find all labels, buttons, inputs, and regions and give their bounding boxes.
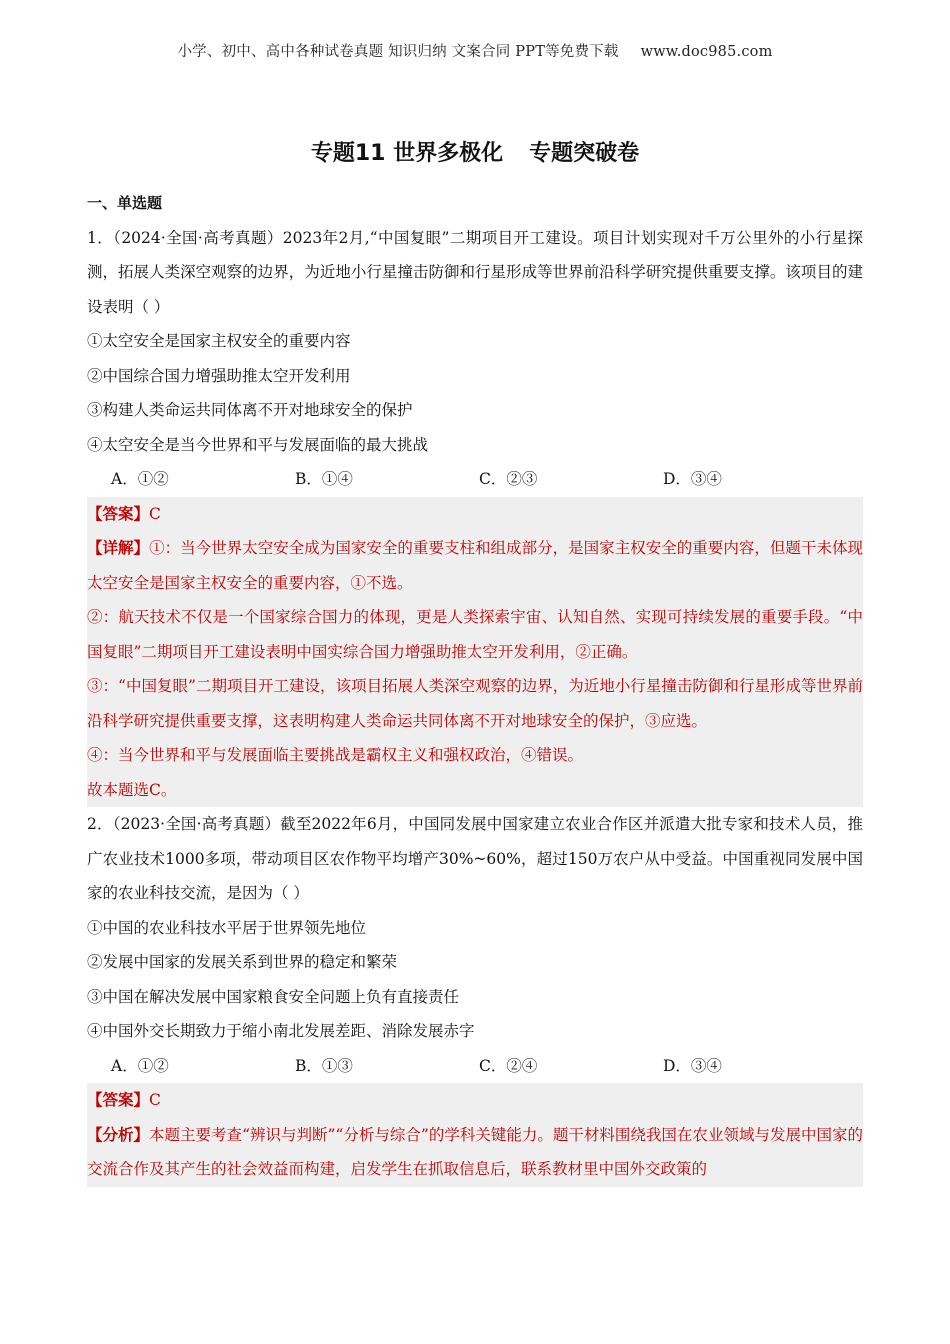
question-1 <box>87 221 863 808</box>
choice-b: B．①③ <box>295 1056 353 1075</box>
detail-line: ③：“中国复眼”二期项目开工建设，该项目拓展人类深空观察的边界，为近地小行星撞击防御和行星形成等世界前沿科学研究提供重要支撑，这表明构建人类命运共同体离不开对地球安全的保护，③应选。 <box>87 677 863 730</box>
header-url[interactable]: www.doc985.com <box>640 44 773 60</box>
answer-box <box>87 1083 863 1187</box>
choice-a: A．①② <box>111 1056 169 1075</box>
answer-value: C <box>149 504 161 523</box>
question-stem: 2．（2023·全国·高考真题）截至2022年6月，中国同发展中国家建立农业合作区并派遣大批专家和技术人员，推广农业技术1000多项，带动项目区农作物平均增产30%~60%，超过150万农户从中受益。中国重视同发展中国家的农业科技交流，是因为（ ） <box>87 815 863 902</box>
choice-b: B．①④ <box>295 470 353 488</box>
title-part2: 专题突破卷 <box>529 141 640 166</box>
document-body <box>87 186 863 1187</box>
section-heading: 一、单选题 <box>87 194 163 212</box>
page-header <box>0 40 950 61</box>
choice-a: A．①② <box>111 470 169 488</box>
answer-tag: 【答案】 <box>87 503 150 523</box>
answer-line <box>87 1083 863 1118</box>
choice-d: D．③④ <box>663 470 722 488</box>
page-title <box>0 136 950 167</box>
detail-text: ①：当今世界太空安全成为国家安全的重要支柱和组成部分，是国家主权安全的重要内容，但题干未体现太空安全是国家主权安全的重要内容，①不选。 <box>87 539 863 592</box>
detail-tag: 【详解】 <box>87 538 150 557</box>
choice-c: C．②④ <box>479 1056 538 1075</box>
option-item: ③构建人类命运共同体离不开对地球安全的保护 <box>87 401 413 419</box>
analysis-text: 本题主要考查“辨识与判断”“分析与综合”的学科关键能力。题干材料围绕我国在农业领域与发展中国家的交流合作及其产生的社会效益而构建，启发学生在抓取信息后，联系教材里中国外交政策的 <box>87 1125 863 1178</box>
answer-line <box>87 497 863 532</box>
option-item: ②中国综合国力增强助推太空开发利用 <box>87 366 351 385</box>
question-stem: 1．（2024·全国·高考真题）2023年2月,“中国复眼”二期项目开工建设。项目计划实现对千万公里外的小行星探测，拓展人类深空观察的边界，为近地小行星撞击防御和行星形成等世界前沿科学研究提供重要支撑。该项目的建设表明（ ） <box>87 228 863 316</box>
choice-c: C．②③ <box>479 470 538 488</box>
question-2 <box>87 807 863 1187</box>
option-item: ②发展中国家的发展关系到世界的稳定和繁荣 <box>87 953 398 971</box>
option-item: ④中国外交长期致力于缩小南北发展差距、消除发展赤字 <box>87 1022 475 1040</box>
option-item: ①太空安全是国家主权安全的重要内容 <box>87 332 351 350</box>
detail-line <box>87 531 863 600</box>
detail-line: ②：航天技术不仅是一个国家综合国力的体现，更是人类探索宇宙、认知自然、实现可持续发展的重要手段。“中国复眼”二期项目开工建设表明中国实综合国力增强助推太空开发利用，②正确。 <box>87 608 863 661</box>
title-part1: 专题11 世界多极化 <box>310 141 504 166</box>
choice-row <box>87 462 863 497</box>
detail-line: 故本题选C。 <box>87 780 177 799</box>
header-text: 小学、初中、高中各种试卷真题 知识归纳 文案合同 PPT等免费下载 <box>177 44 619 60</box>
option-item: ③中国在解决发展中国家粮食安全问题上负有直接责任 <box>87 987 460 1006</box>
option-item: ①中国的农业科技水平居于世界领先地位 <box>87 918 367 937</box>
analysis-line <box>87 1118 863 1187</box>
analysis-tag: 【分析】 <box>87 1124 150 1144</box>
answer-value: C <box>149 1091 161 1109</box>
detail-line: ④：当今世界和平与发展面临主要挑战是霸权主义和强权政治，④错误。 <box>87 746 584 764</box>
answer-box <box>87 497 863 808</box>
option-item: ④太空安全是当今世界和平与发展面临的最大挑战 <box>87 435 429 454</box>
choice-d: D．③④ <box>663 1056 722 1075</box>
choice-row <box>87 1049 863 1084</box>
answer-tag: 【答案】 <box>87 1090 150 1109</box>
